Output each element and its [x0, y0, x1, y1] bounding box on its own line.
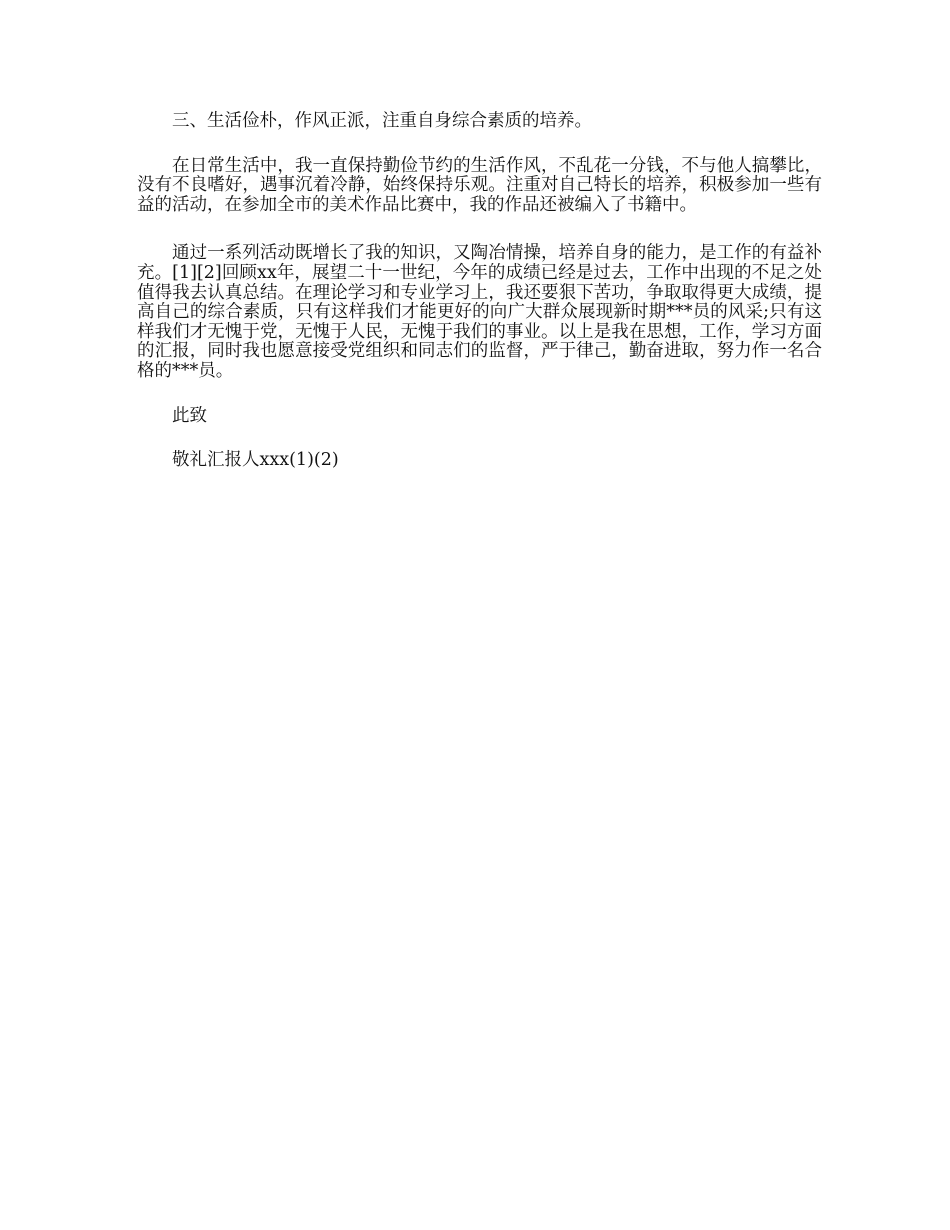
signature-line: 敬礼汇报人xxx(1)(2) — [172, 450, 339, 471]
document-body — [137, 112, 822, 471]
section-heading: 三、生活俭朴，作风正派，注重自身综合素质的培养。 — [172, 111, 592, 131]
closing-salutation: 此致 — [172, 405, 207, 426]
paragraph-summary: 通过一系列活动既增长了我的知识，又陶冶情操，培养自身的能力，是工作的有益补充。[1][2]回顾xx年，展望二十一世纪，今年的成绩已经是过去，工作中出现的不足之处值得我去认真总结。在理论学习和专业学习上，我还要狠下苦功，争取取得更大成绩，提高自己的综合素质，只有这样我们才能更好的向广大群众展现新时期***员的风采;只有这样我们才无愧于党，无愧于人民，无愧于我们的事业。以上是我在思想，工作，学习方面的汇报，同时我也愿意接受党组织和同志们的监督，严于律己，勤奋进取，努力作一名合格的***员。 — [137, 243, 822, 381]
paragraph-daily-life: 在日常生活中，我一直保持勤俭节约的生活作风，不乱花一分钱，不与他人搞攀比，没有不良嗜好，遇事沉着冷静，始终保持乐观。注重对自己特长的培养，积极参加一些有益的活动，在参加全市的美术作品比赛中，我的作品还被编入了书籍中。 — [137, 155, 822, 215]
